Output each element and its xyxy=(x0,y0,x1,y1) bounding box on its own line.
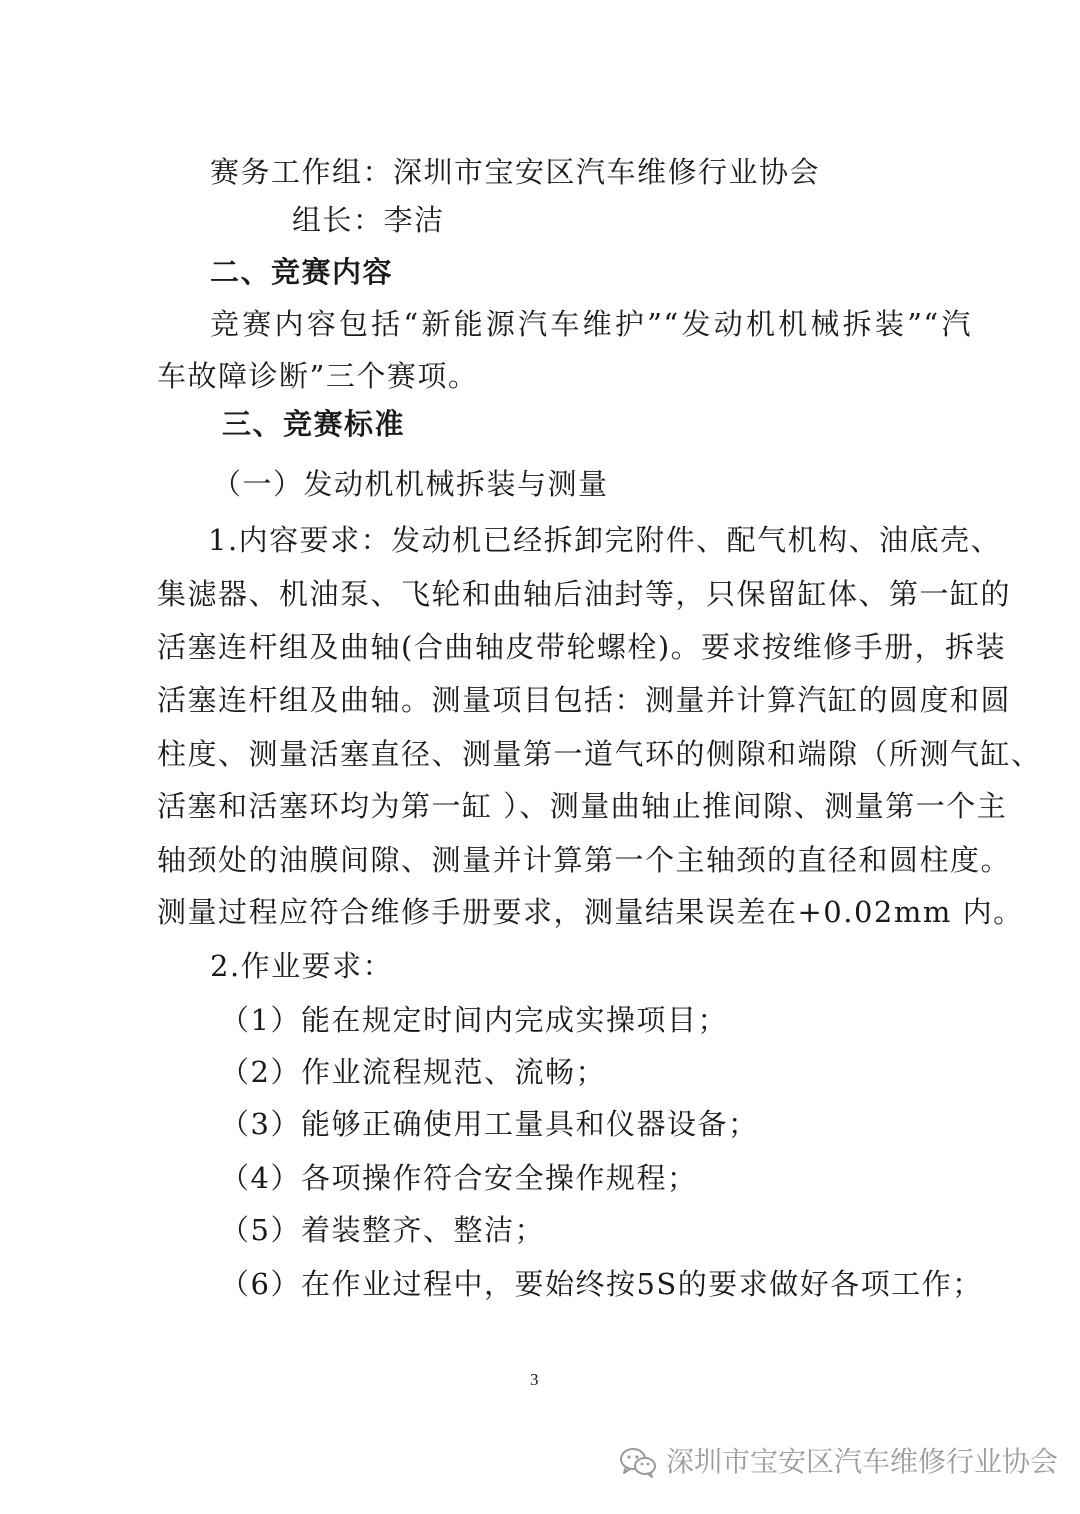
requirement-item: （5）着装整齐、整洁； xyxy=(220,1213,545,1247)
section-heading-content: 二、竞赛内容 xyxy=(210,255,394,289)
item2-heading: 2.作业要求： xyxy=(210,949,394,983)
watermark-text: 深圳市宝安区汽车维修行业协会 xyxy=(666,1445,1059,1478)
item1-line-1: 1.内容要求：发动机已经拆卸完附件、配气机构、油底壳、 xyxy=(208,523,1002,557)
requirement-item: （1）能在规定时间内完成实操项目； xyxy=(220,1003,728,1037)
section-content-line-2: 车故障诊断”三个赛项。 xyxy=(157,359,479,393)
item1-line-3: 活塞连杆组及曲轴(合曲轴皮带轮螺栓)。要求按维修手册，拆装 xyxy=(157,630,1007,664)
item1-line-4: 活塞连杆组及曲轴。测量项目包括：测量并计算汽缸的圆度和圆 xyxy=(157,683,1012,717)
requirement-item: （6）在作业过程中，要始终按5S的要求做好各项工作； xyxy=(220,1267,983,1301)
requirement-item: （2）作业流程规范、流畅； xyxy=(220,1055,606,1089)
item1-line-8: 测量过程应符合维修手册要求，测量结果误差在+0.02mm 内。 xyxy=(157,895,1024,929)
watermark xyxy=(618,1442,1058,1482)
item1-line-6: 活塞和活塞环均为第一缸 ）、测量曲轴止推间隙、测量第一个主 xyxy=(157,789,1008,823)
wechat-icon xyxy=(618,1446,658,1478)
item1-line-7: 轴颈处的油膜间隙、测量并计算第一个主轴颈的直径和圆柱度。 xyxy=(157,843,1012,877)
requirement-item: （3）能够正确使用工量具和仪器设备； xyxy=(220,1107,759,1141)
section-heading-standard: 三、竞赛标准 xyxy=(222,407,406,441)
leader-line: 组长：李洁 xyxy=(292,203,445,237)
item1-line-2: 集滤器、机油泵、飞轮和曲轴后油封等，只保留缸体、第一缸的 xyxy=(157,577,1012,611)
subsection-heading: （一）发动机机械拆装与测量 xyxy=(212,467,609,501)
item1-line-5: 柱度、测量活塞直径、测量第一道气环的侧隙和端隙（所测气缸、 xyxy=(157,737,1042,771)
page-number: 3 xyxy=(530,1370,539,1389)
section-content-line-1: 竞赛内容包括“新能源汽车维护”“发动机机械拆装”“汽 xyxy=(210,307,972,341)
committee-line: 赛务工作组：深圳市宝安区汽车维修行业协会 xyxy=(210,155,821,189)
requirement-item: （4）各项操作符合安全操作规程； xyxy=(220,1161,698,1195)
